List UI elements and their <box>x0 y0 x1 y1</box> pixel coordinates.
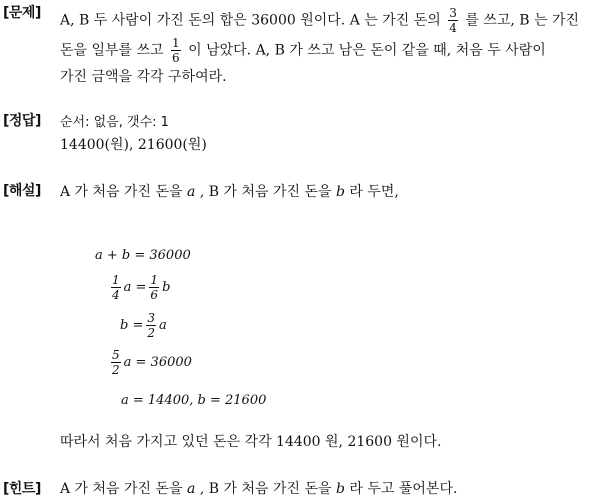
fraction-one-sixth: $\frac{1}{6}$ <box>172 36 180 65</box>
equation-sum: a + b = 36000 <box>95 248 191 263</box>
solution-intro: A 가 처음 가진 돈을 a , B 가 처음 가진 돈을 b 라 두면, <box>60 184 399 200</box>
problem-text: 돈을 일부를 쓰고 <box>60 42 164 59</box>
equation-result: a = 14400, b = 21600 <box>121 393 267 408</box>
problem-line-1 <box>60 6 579 35</box>
fraction-three-quarters: $\frac{3}{4}$ <box>449 6 457 35</box>
answer-label: [정답] <box>3 113 41 129</box>
answer-meta: 순서: 없음, 갯수: 1 <box>60 115 169 130</box>
solution-label: [해설] <box>3 183 41 199</box>
problem-line-2 <box>60 36 546 65</box>
answer-value: 14400(원), 21600(원) <box>60 137 207 153</box>
hint-label: [힌트] <box>3 481 41 497</box>
problem-text: 를 쓰고, B 는 가진 <box>465 12 580 29</box>
equation-b-in-a: b = $\frac{3}{2}$ a <box>120 311 167 340</box>
problem-text: A, B 두 사람이 가진 돈의 합은 36000 원이다. A 는 가진 돈의 <box>60 12 441 29</box>
problem-line-3: 가진 금액을 각각 구하여라. <box>60 69 227 85</box>
equation-five-halves: $\frac{5}{2}$ a = 36000 <box>112 348 192 377</box>
problem-text: 이 남았다. A, B 가 쓰고 남은 돈이 같을 때, 처음 두 사람이 <box>188 42 546 59</box>
equation-equal-remainder: $\frac{1}{4}$ a = $\frac{1}{6}$ b <box>112 273 171 302</box>
hint-text: A 가 처음 가진 돈을 a , B 가 처음 가진 돈을 b 라 두고 풀어본다. <box>60 481 458 497</box>
problem-label: [문제] <box>3 5 41 21</box>
solution-conclusion: 따라서 처음 가지고 있던 돈은 각각 14400 원, 21600 원이다. <box>60 434 442 450</box>
